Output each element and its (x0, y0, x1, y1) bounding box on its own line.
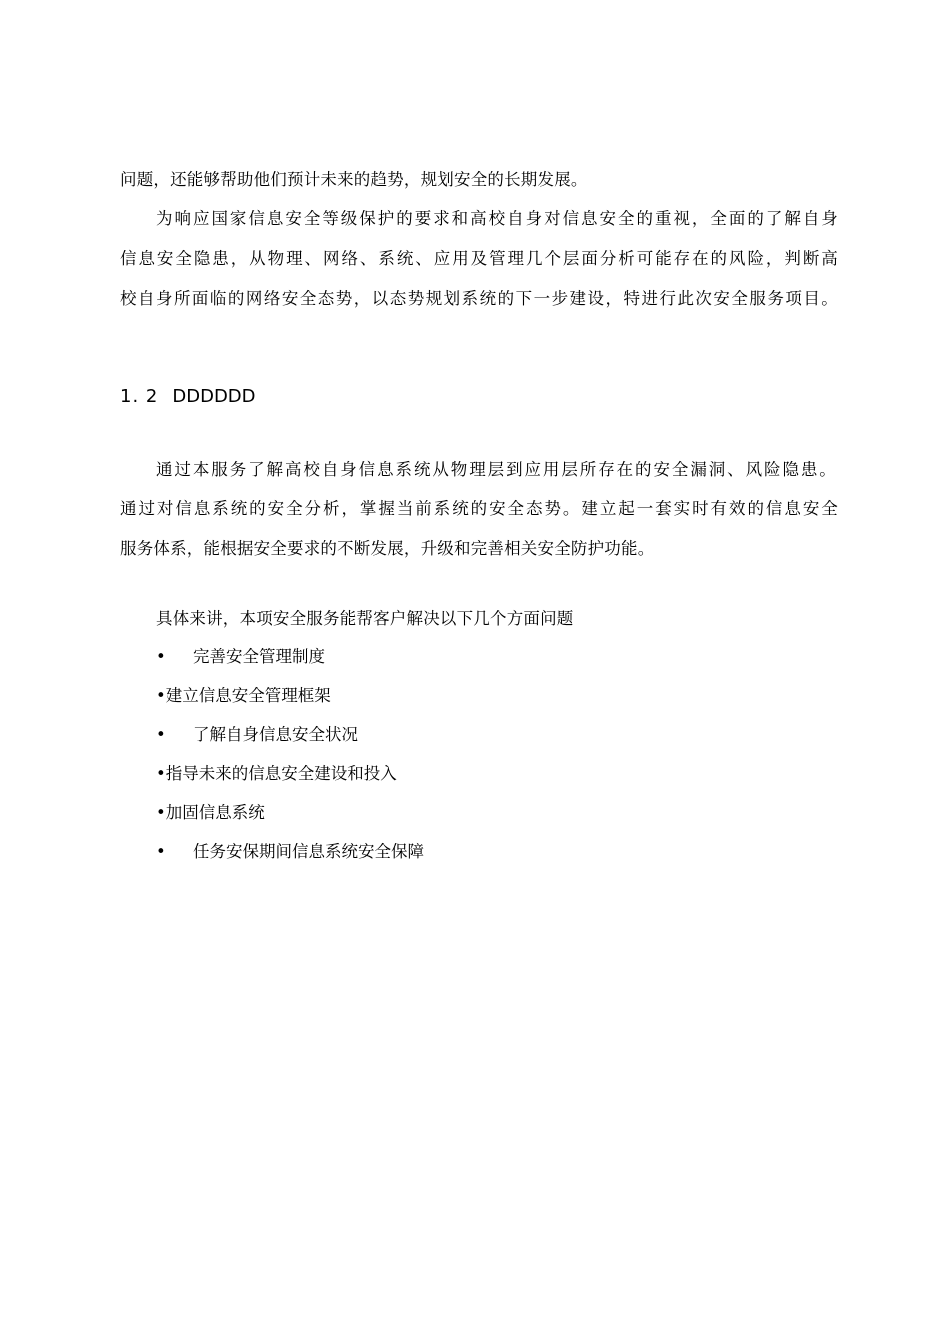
list-item (156, 840, 424, 864)
section-number: 1. 2 (120, 386, 159, 407)
paragraph-continued-line: 问题，还能够帮助他们预计未来的趋势，规划安全的长期发展。 (120, 170, 588, 189)
list-item (156, 723, 358, 747)
list-item-text: 任务安保期间信息系统安全保障 (193, 842, 424, 861)
list-item (156, 645, 325, 669)
list-item-text: 完善安全管理制度 (193, 647, 325, 666)
intro-paragraph-line-3: 校自身所面临的网络安全态势，以态势规划系统的下一步建设，特进行此次安全服务项目。 (120, 289, 838, 308)
bullet-icon: • (156, 686, 166, 705)
list-item-text: 加固信息系统 (165, 803, 265, 822)
list-item (156, 762, 397, 786)
intro-paragraph-line-2: 信息安全隐患，从物理、网络、系统、应用及管理几个层面分析可能存在的风险，判断高 (120, 249, 838, 268)
goal-paragraph-line-1: 通过本服务了解高校自身信息系统从物理层到应用层所存在的安全漏洞、风险隐患。 (156, 460, 836, 479)
section-title: DDDDDD (172, 386, 256, 407)
list-item (156, 801, 265, 825)
bullet-icon: • (156, 647, 166, 666)
list-item-text: 建立信息安全管理框架 (165, 686, 331, 705)
goal-paragraph-line-3: 服务体系，能根据安全要求的不断发展，升级和完善相关安全防护功能。 (120, 539, 655, 558)
goal-paragraph-line-2: 通过对信息系统的安全分析，掌握当前系统的安全态势。建立起一套实时有效的信息安全 (120, 499, 838, 518)
bullet-icon: • (156, 842, 166, 861)
list-intro: 具体来讲，本项安全服务能帮客户解决以下几个方面问题 (156, 609, 574, 628)
bullet-icon: • (156, 725, 166, 744)
bullet-icon: • (156, 764, 166, 783)
bullet-icon: • (156, 803, 166, 822)
intro-paragraph-line-1: 为响应国家信息安全等级保护的要求和高校自身对信息安全的重视，全面的了解自身 (156, 209, 838, 228)
list-item-text: 了解自身信息安全状况 (193, 725, 358, 744)
list-item-text: 指导未来的信息安全建设和投入 (165, 764, 397, 783)
list-item (156, 684, 331, 708)
section-heading (120, 384, 256, 410)
